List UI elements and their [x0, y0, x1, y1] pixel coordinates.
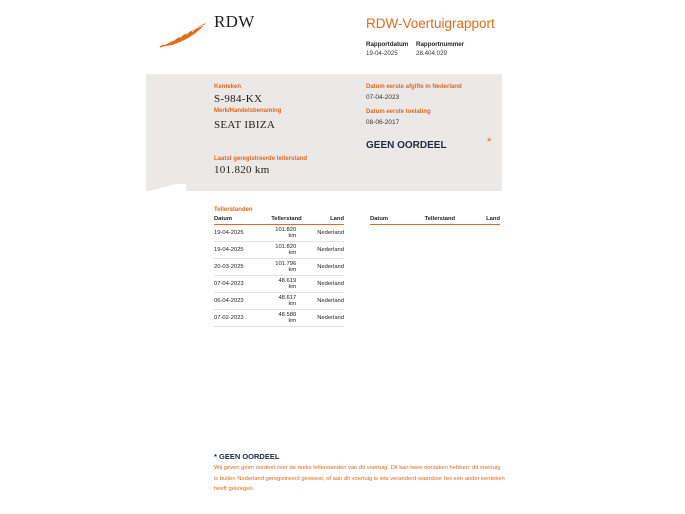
plate-label: Kenteken	[214, 84, 242, 90]
table-row	[214, 276, 344, 293]
report-date-label: Rapportdatum	[366, 41, 409, 48]
col-date-header-right: Datum	[370, 215, 425, 225]
col-date-header: Datum	[214, 215, 271, 225]
report-number-label: Rapportnummer	[416, 41, 465, 48]
readings-section-label: Tellerstanden	[214, 207, 253, 213]
brand-name: RDW	[214, 12, 255, 31]
table-row	[214, 242, 344, 259]
col-odometer-header: Tellerstand	[271, 215, 310, 225]
plate-value: S-984-KX	[214, 93, 263, 105]
cell-odometer: 101.820 km	[271, 242, 310, 259]
vehicle-summary-panel	[146, 74, 502, 191]
readings-table-right	[370, 215, 500, 225]
cell-country: Nederland	[310, 276, 344, 293]
table-row	[214, 310, 344, 327]
first-nl-value: 07-04-2023	[366, 94, 400, 101]
first-admission-value: 08-06-2017	[366, 119, 400, 126]
first-nl-label: Datum eerste afgifte in Nederland	[366, 84, 462, 90]
footnote-text: Wij geven geen oordeel over de reeks tellerstanden van dit voertuig. Dit kan twee oorzaken hebben: dit voertuig is buiten Nederland geregistreerd geweest, of aan dit voertuig is iets veranderd waardoor het een ander kenteken heeft gekregen.	[214, 465, 505, 492]
col-country-header-right: Land	[471, 215, 500, 225]
cell-country: Nederland	[310, 259, 344, 276]
cell-country: Nederland	[310, 225, 344, 242]
cell-date: 20-03-2025	[214, 259, 271, 276]
cell-odometer: 48.580 km	[271, 310, 310, 327]
col-odometer-header-right: Tellerstand	[425, 215, 472, 225]
odometer-label: Laatst geregistreerde tellerstand	[214, 156, 308, 162]
verdict-asterisk: *	[487, 136, 492, 148]
report-date: 19-04-2025	[366, 50, 398, 57]
cell-odometer: 101.796 km	[271, 259, 310, 276]
cell-date: 07-02-2023	[214, 310, 271, 327]
cell-odometer: 101.820 km	[271, 225, 310, 242]
verdict-text: GEEN OORDEEL	[366, 140, 447, 151]
table-row	[214, 225, 344, 242]
make-value: SEAT IBIZA	[214, 119, 276, 131]
cell-country: Nederland	[310, 293, 344, 310]
cell-odometer: 48.617 km	[271, 293, 310, 310]
col-country-header: Land	[310, 215, 344, 225]
cell-date: 07-04-2023	[214, 276, 271, 293]
rdw-logo-icon	[158, 20, 208, 50]
readings-table	[214, 215, 344, 327]
odometer-value: 101.820 km	[214, 164, 270, 176]
cell-odometer: 48.619 km	[271, 276, 310, 293]
report-title: RDW-Voertuigrapport	[366, 16, 495, 31]
report-number: 28.404.029	[416, 50, 447, 57]
cell-country: Nederland	[310, 310, 344, 327]
footnote-title: * GEEN OORDEEL	[214, 452, 280, 461]
cell-date: 19-04-2025	[214, 242, 271, 259]
cell-country: Nederland	[310, 242, 344, 259]
cell-date: 06-04-2023	[214, 293, 271, 310]
make-label: Merk/Handelsbenaming	[214, 108, 282, 114]
cell-date: 19-04-2025	[214, 225, 271, 242]
table-row	[214, 293, 344, 310]
table-row	[214, 259, 344, 276]
first-admission-label: Datum eerste toelating	[366, 109, 431, 115]
